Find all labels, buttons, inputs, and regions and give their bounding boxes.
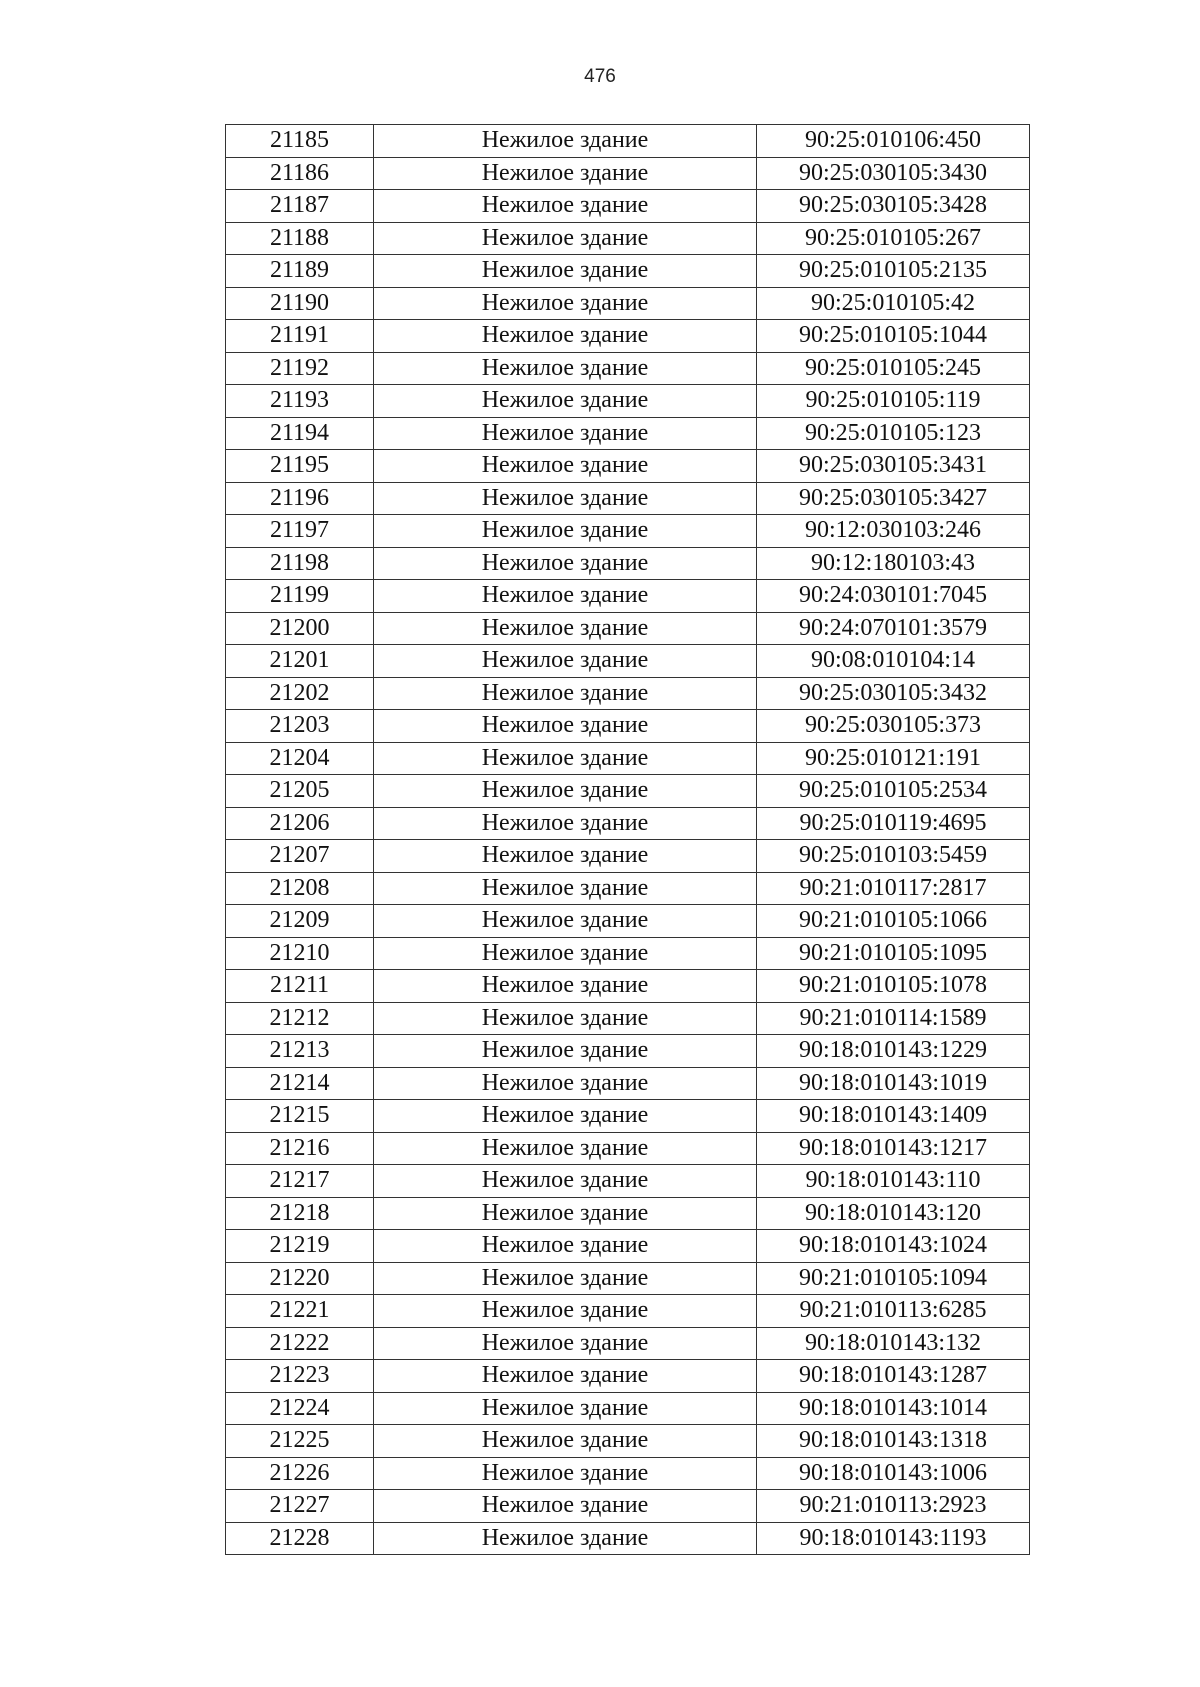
- object-type-cell: Нежилое здание: [374, 482, 757, 515]
- row-number-cell: 21191: [226, 320, 374, 353]
- table-row: [226, 125, 1030, 158]
- object-type-cell: Нежилое здание: [374, 157, 757, 190]
- object-type-cell: Нежилое здание: [374, 742, 757, 775]
- table-row: [226, 905, 1030, 938]
- cadastral-number-cell: 90:18:010143:110: [757, 1165, 1030, 1198]
- row-number-cell: 21214: [226, 1067, 374, 1100]
- row-number-cell: 21193: [226, 385, 374, 418]
- table-row: [226, 807, 1030, 840]
- cadastral-number-cell: 90:25:010105:267: [757, 222, 1030, 255]
- cadastral-number-cell: 90:18:010143:1193: [757, 1522, 1030, 1555]
- page-number: 476: [584, 66, 616, 87]
- object-type-cell: Нежилое здание: [374, 287, 757, 320]
- cadastral-number-cell: 90:21:010105:1094: [757, 1262, 1030, 1295]
- object-type-cell: Нежилое здание: [374, 840, 757, 873]
- row-number-cell: 21207: [226, 840, 374, 873]
- object-type-cell: Нежилое здание: [374, 190, 757, 223]
- cadastral-number-cell: 90:21:010113:6285: [757, 1295, 1030, 1328]
- row-number-cell: 21228: [226, 1522, 374, 1555]
- table-row: [226, 775, 1030, 808]
- object-type-cell: Нежилое здание: [374, 1035, 757, 1068]
- table-row: [226, 157, 1030, 190]
- object-type-cell: Нежилое здание: [374, 677, 757, 710]
- table-row: [226, 1360, 1030, 1393]
- cadastral-number-cell: 90:24:070101:3579: [757, 612, 1030, 645]
- row-number-cell: 21201: [226, 645, 374, 678]
- row-number-cell: 21225: [226, 1425, 374, 1458]
- row-number-cell: 21210: [226, 937, 374, 970]
- cadastral-number-cell: 90:18:010143:1318: [757, 1425, 1030, 1458]
- object-type-cell: Нежилое здание: [374, 1197, 757, 1230]
- registry-table: [225, 124, 1030, 1555]
- cadastral-number-cell: 90:18:010143:120: [757, 1197, 1030, 1230]
- object-type-cell: Нежилое здание: [374, 580, 757, 613]
- row-number-cell: 21185: [226, 125, 374, 158]
- row-number-cell: 21215: [226, 1100, 374, 1133]
- table-row: [226, 1067, 1030, 1100]
- cadastral-number-cell: 90:25:010105:245: [757, 352, 1030, 385]
- row-number-cell: 21209: [226, 905, 374, 938]
- object-type-cell: Нежилое здание: [374, 645, 757, 678]
- row-number-cell: 21188: [226, 222, 374, 255]
- table-row: [226, 970, 1030, 1003]
- row-number-cell: 21198: [226, 547, 374, 580]
- object-type-cell: Нежилое здание: [374, 872, 757, 905]
- row-number-cell: 21218: [226, 1197, 374, 1230]
- row-number-cell: 21224: [226, 1392, 374, 1425]
- cadastral-number-cell: 90:12:180103:43: [757, 547, 1030, 580]
- row-number-cell: 21227: [226, 1490, 374, 1523]
- table-row: [226, 1295, 1030, 1328]
- row-number-cell: 21206: [226, 807, 374, 840]
- cadastral-number-cell: 90:25:030105:3431: [757, 450, 1030, 483]
- table-row: [226, 352, 1030, 385]
- cadastral-number-cell: 90:25:030105:3428: [757, 190, 1030, 223]
- row-number-cell: 21220: [226, 1262, 374, 1295]
- cadastral-number-cell: 90:18:010143:1229: [757, 1035, 1030, 1068]
- row-number-cell: 21190: [226, 287, 374, 320]
- row-number-cell: 21219: [226, 1230, 374, 1263]
- table-row: [226, 612, 1030, 645]
- row-number-cell: 21212: [226, 1002, 374, 1035]
- row-number-cell: 21187: [226, 190, 374, 223]
- table-row: [226, 1262, 1030, 1295]
- table-row: [226, 742, 1030, 775]
- table-row: [226, 1197, 1030, 1230]
- object-type-cell: Нежилое здание: [374, 1165, 757, 1198]
- cadastral-number-cell: 90:25:010119:4695: [757, 807, 1030, 840]
- cadastral-number-cell: 90:25:010103:5459: [757, 840, 1030, 873]
- table-row: [226, 1327, 1030, 1360]
- row-number-cell: 21195: [226, 450, 374, 483]
- object-type-cell: Нежилое здание: [374, 710, 757, 743]
- object-type-cell: Нежилое здание: [374, 1295, 757, 1328]
- object-type-cell: Нежилое здание: [374, 1230, 757, 1263]
- object-type-cell: Нежилое здание: [374, 125, 757, 158]
- table-row: [226, 482, 1030, 515]
- object-type-cell: Нежилое здание: [374, 1490, 757, 1523]
- table-row: [226, 1132, 1030, 1165]
- row-number-cell: 21223: [226, 1360, 374, 1393]
- registry-table-body: [226, 125, 1030, 1555]
- cadastral-number-cell: 90:08:010104:14: [757, 645, 1030, 678]
- cadastral-number-cell: 90:25:010106:450: [757, 125, 1030, 158]
- cadastral-number-cell: 90:25:010121:191: [757, 742, 1030, 775]
- cadastral-number-cell: 90:18:010143:1006: [757, 1457, 1030, 1490]
- cadastral-number-cell: 90:18:010143:1409: [757, 1100, 1030, 1133]
- row-number-cell: 21192: [226, 352, 374, 385]
- table-row: [226, 710, 1030, 743]
- object-type-cell: Нежилое здание: [374, 905, 757, 938]
- object-type-cell: Нежилое здание: [374, 775, 757, 808]
- cadastral-number-cell: 90:25:010105:2135: [757, 255, 1030, 288]
- row-number-cell: 21200: [226, 612, 374, 645]
- row-number-cell: 21186: [226, 157, 374, 190]
- row-number-cell: 21199: [226, 580, 374, 613]
- object-type-cell: Нежилое здание: [374, 1522, 757, 1555]
- table-row: [226, 417, 1030, 450]
- table-row: [226, 677, 1030, 710]
- object-type-cell: Нежилое здание: [374, 1360, 757, 1393]
- object-type-cell: Нежилое здание: [374, 1327, 757, 1360]
- cadastral-number-cell: 90:25:030105:3427: [757, 482, 1030, 515]
- object-type-cell: Нежилое здание: [374, 1457, 757, 1490]
- row-number-cell: 21202: [226, 677, 374, 710]
- table-row: [226, 580, 1030, 613]
- cadastral-number-cell: 90:21:010105:1066: [757, 905, 1030, 938]
- table-row: [226, 255, 1030, 288]
- row-number-cell: 21208: [226, 872, 374, 905]
- row-number-cell: 21211: [226, 970, 374, 1003]
- table-row: [226, 1490, 1030, 1523]
- table-row: [226, 190, 1030, 223]
- row-number-cell: 21221: [226, 1295, 374, 1328]
- table-row: [226, 840, 1030, 873]
- table-row: [226, 1035, 1030, 1068]
- table-row: [226, 515, 1030, 548]
- table-row: [226, 1165, 1030, 1198]
- cadastral-number-cell: 90:21:010117:2817: [757, 872, 1030, 905]
- object-type-cell: Нежилое здание: [374, 385, 757, 418]
- table-row: [226, 320, 1030, 353]
- cadastral-number-cell: 90:18:010143:1019: [757, 1067, 1030, 1100]
- object-type-cell: Нежилое здание: [374, 1392, 757, 1425]
- object-type-cell: Нежилое здание: [374, 1002, 757, 1035]
- object-type-cell: Нежилое здание: [374, 1067, 757, 1100]
- table-row: [226, 1002, 1030, 1035]
- cadastral-number-cell: 90:21:010114:1589: [757, 1002, 1030, 1035]
- row-number-cell: 21196: [226, 482, 374, 515]
- row-number-cell: 21194: [226, 417, 374, 450]
- table-row: [226, 1230, 1030, 1263]
- table-row: [226, 547, 1030, 580]
- cadastral-number-cell: 90:25:010105:2534: [757, 775, 1030, 808]
- object-type-cell: Нежилое здание: [374, 612, 757, 645]
- table-row: [226, 645, 1030, 678]
- object-type-cell: Нежилое здание: [374, 352, 757, 385]
- object-type-cell: Нежилое здание: [374, 807, 757, 840]
- table-row: [226, 287, 1030, 320]
- table-row: [226, 222, 1030, 255]
- cadastral-number-cell: 90:25:010105:119: [757, 385, 1030, 418]
- row-number-cell: 21222: [226, 1327, 374, 1360]
- cadastral-number-cell: 90:18:010143:1287: [757, 1360, 1030, 1393]
- table-row: [226, 1100, 1030, 1133]
- table-row: [226, 1457, 1030, 1490]
- cadastral-number-cell: 90:25:010105:123: [757, 417, 1030, 450]
- object-type-cell: Нежилое здание: [374, 970, 757, 1003]
- cadastral-number-cell: 90:18:010143:132: [757, 1327, 1030, 1360]
- object-type-cell: Нежилое здание: [374, 450, 757, 483]
- object-type-cell: Нежилое здание: [374, 320, 757, 353]
- table-row: [226, 1392, 1030, 1425]
- table-row: [226, 450, 1030, 483]
- object-type-cell: Нежилое здание: [374, 417, 757, 450]
- cadastral-number-cell: 90:24:030101:7045: [757, 580, 1030, 613]
- object-type-cell: Нежилое здание: [374, 222, 757, 255]
- cadastral-number-cell: 90:18:010143:1024: [757, 1230, 1030, 1263]
- object-type-cell: Нежилое здание: [374, 937, 757, 970]
- table-row: [226, 385, 1030, 418]
- row-number-cell: 21205: [226, 775, 374, 808]
- row-number-cell: 21189: [226, 255, 374, 288]
- object-type-cell: Нежилое здание: [374, 515, 757, 548]
- object-type-cell: Нежилое здание: [374, 255, 757, 288]
- cadastral-number-cell: 90:21:010105:1078: [757, 970, 1030, 1003]
- row-number-cell: 21204: [226, 742, 374, 775]
- cadastral-number-cell: 90:25:010105:1044: [757, 320, 1030, 353]
- table-row: [226, 1425, 1030, 1458]
- object-type-cell: Нежилое здание: [374, 1425, 757, 1458]
- cadastral-number-cell: 90:25:030105:3430: [757, 157, 1030, 190]
- object-type-cell: Нежилое здание: [374, 1132, 757, 1165]
- table-row: [226, 872, 1030, 905]
- row-number-cell: 21217: [226, 1165, 374, 1198]
- row-number-cell: 21226: [226, 1457, 374, 1490]
- object-type-cell: Нежилое здание: [374, 1262, 757, 1295]
- row-number-cell: 21197: [226, 515, 374, 548]
- object-type-cell: Нежилое здание: [374, 547, 757, 580]
- table-row: [226, 937, 1030, 970]
- row-number-cell: 21213: [226, 1035, 374, 1068]
- cadastral-number-cell: 90:12:030103:246: [757, 515, 1030, 548]
- cadastral-number-cell: 90:25:030105:373: [757, 710, 1030, 743]
- row-number-cell: 21216: [226, 1132, 374, 1165]
- cadastral-number-cell: 90:25:030105:3432: [757, 677, 1030, 710]
- cadastral-number-cell: 90:18:010143:1217: [757, 1132, 1030, 1165]
- row-number-cell: 21203: [226, 710, 374, 743]
- cadastral-number-cell: 90:21:010113:2923: [757, 1490, 1030, 1523]
- cadastral-number-cell: 90:25:010105:42: [757, 287, 1030, 320]
- cadastral-number-cell: 90:21:010105:1095: [757, 937, 1030, 970]
- cadastral-number-cell: 90:18:010143:1014: [757, 1392, 1030, 1425]
- object-type-cell: Нежилое здание: [374, 1100, 757, 1133]
- table-row: [226, 1522, 1030, 1555]
